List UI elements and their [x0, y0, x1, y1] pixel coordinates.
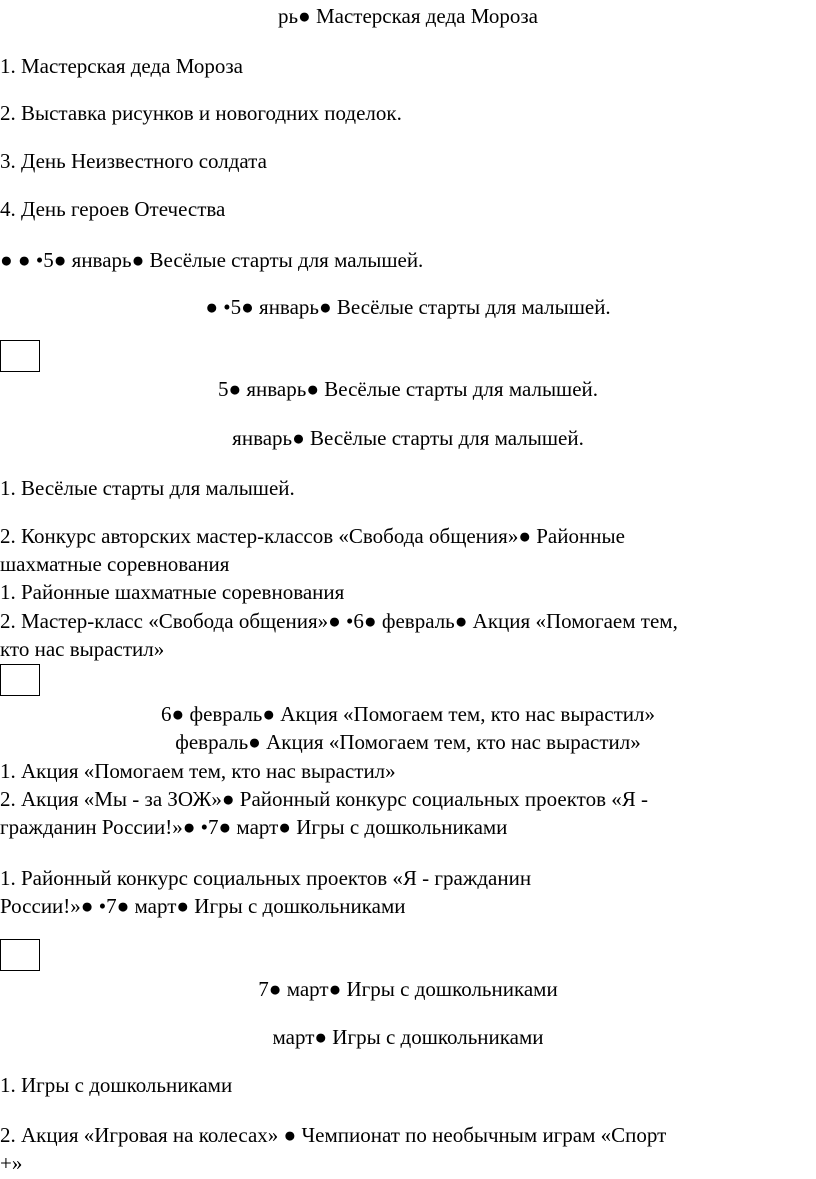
event-line: январь● Весёлые старты для малышей.: [232, 426, 584, 450]
list-item-continuation: гражданин России!»● •7● март● Игры с дошкольниками: [0, 815, 508, 839]
list-item: 2. Конкурс авторских мастер-классов «Свобода общения»● Районные: [0, 524, 625, 548]
list-item: 2. Акция «Игровая на колесах» ● Чемпионат по необычным играм «Спорт: [0, 1123, 667, 1147]
event-line: 6● февраль● Акция «Помогаем тем, кто нас вырастил»: [161, 702, 655, 726]
event-line: 7● март● Игры с дошкольниками: [258, 977, 558, 1001]
list-item: 1. Игры с дошкольниками: [0, 1073, 233, 1097]
empty-box: [0, 340, 40, 372]
list-item: 1. Районные шахматные соревнования: [0, 580, 345, 604]
page-title: рь● Мастерская деда Мороза: [277, 4, 538, 28]
event-line: март● Игры с дошкольниками: [272, 1025, 544, 1049]
list-item: 1. Весёлые старты для малышей.: [0, 476, 295, 500]
list-item: 2. Мастер-класс «Свобода общения»● •6● февраль● Акция «Помогаем тем,: [0, 609, 678, 633]
list-item-continuation: шахматные соревнования: [0, 552, 230, 576]
list-item-continuation: +»: [0, 1151, 23, 1175]
list-item: 2. Акция «Мы - за ЗОЖ»● Районный конкурс социальных проектов «Я -: [0, 787, 648, 811]
list-item-continuation: России!»● •7● март● Игры с дошкольниками: [0, 894, 406, 918]
list-item: 2. Выставка рисунков и новогодних поделок.: [0, 101, 402, 125]
event-line: 5● январь● Весёлые старты для малышей.: [217, 377, 599, 401]
list-item: 3. День Неизвестного солдата: [0, 149, 267, 173]
list-item: 4. День героев Отечества: [0, 197, 226, 221]
list-item: 1. Акция «Помогаем тем, кто нас вырастил»: [0, 759, 396, 783]
event-line: ● •5● январь● Весёлые старты для малышей.: [205, 295, 611, 319]
empty-box: [0, 939, 40, 971]
empty-box: [0, 664, 40, 696]
list-item: 1. Районный конкурс социальных проектов «Я - гражданин: [0, 866, 532, 890]
list-item-continuation: кто нас вырастил»: [0, 637, 165, 661]
event-line: февраль● Акция «Помогаем тем, кто нас вырастил»: [175, 730, 641, 754]
event-line: ● ● •5● январь● Весёлые старты для малышей.: [0, 248, 424, 272]
list-item: 1. Мастерская деда Мороза: [0, 54, 243, 78]
